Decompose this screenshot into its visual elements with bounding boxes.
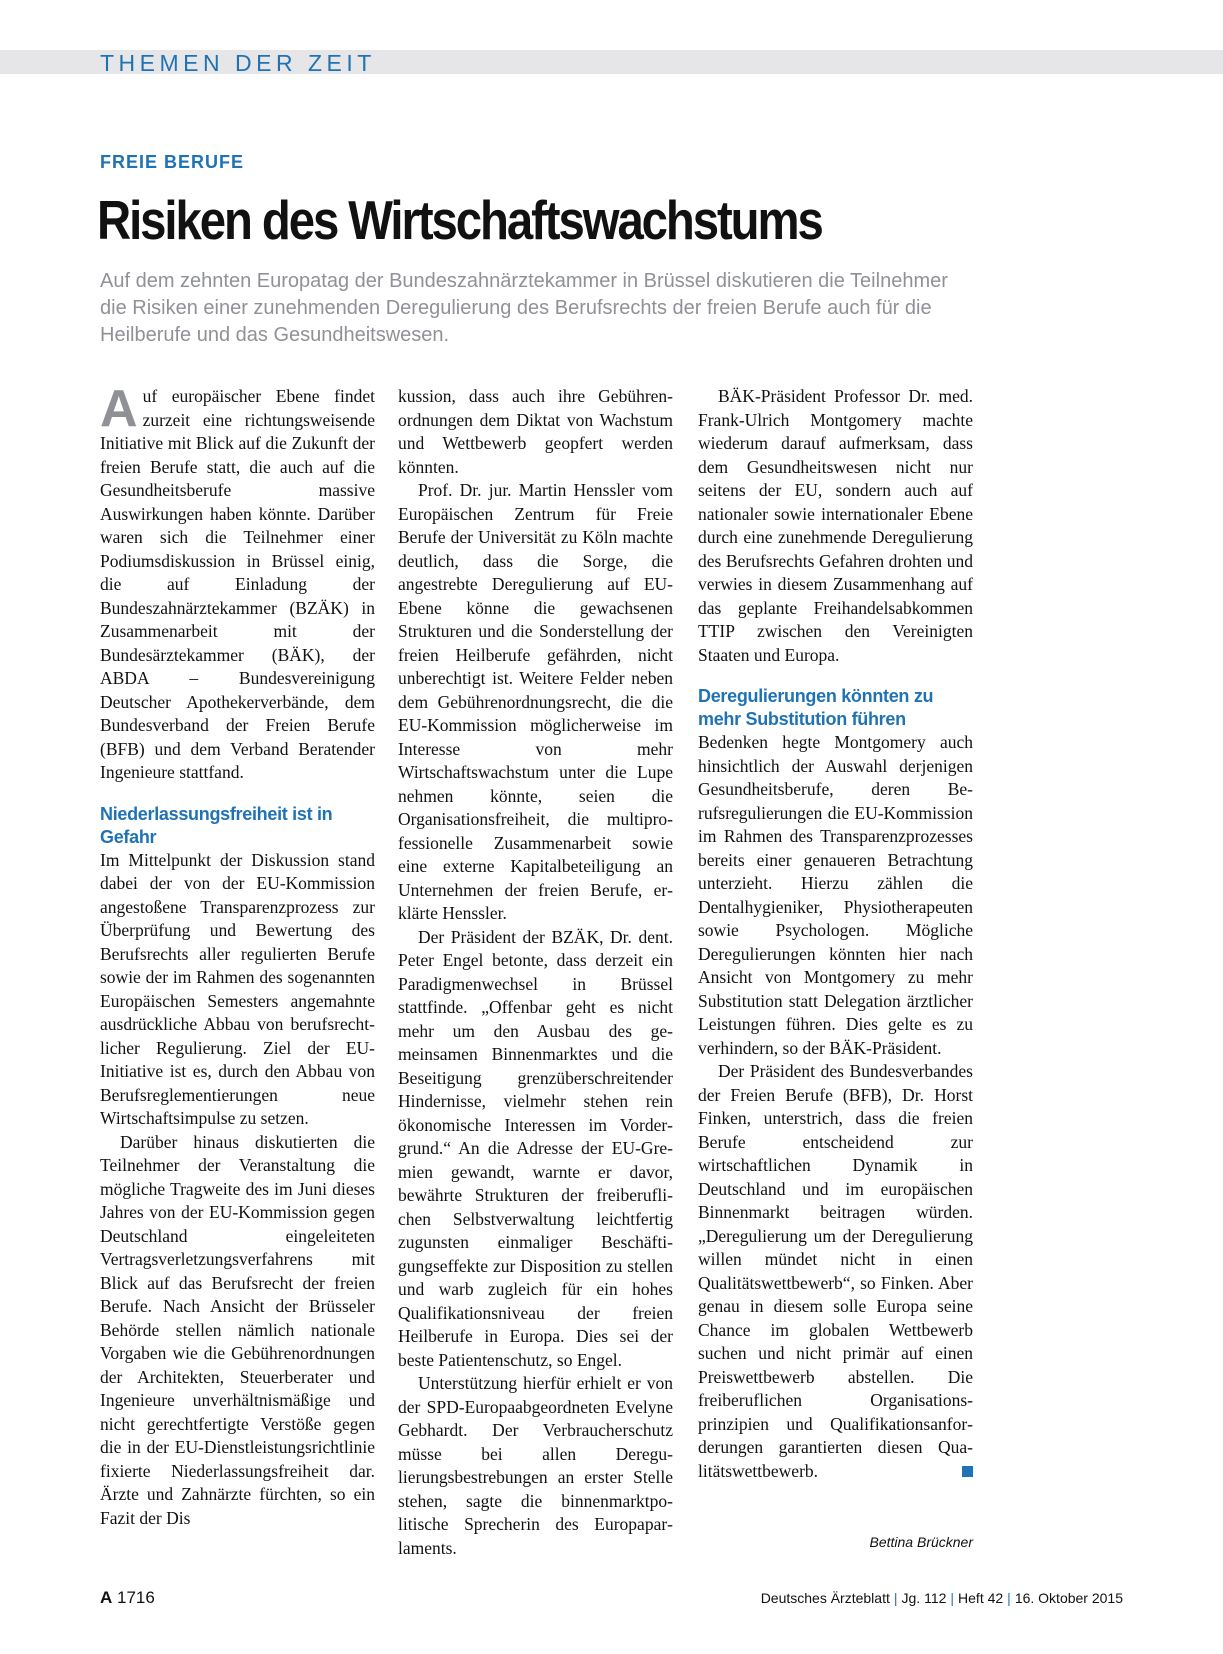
article-column-1 [100,380,375,1530]
journal-name: Deutsches Ärzteblatt [760,1590,890,1606]
journal-info [761,1590,1123,1606]
paragraph: Im Mittelpunkt der Diskussion stand dabei der von der EU-Kommission angestoßene Transparenzprozess zur Überprüfung und Bewertung des Berufsrechts aller regulierten Berufe sowie der im Rahmen des sogenannten Europäischen Semesters angemahnte ausdrückliche Abbau von berufsrechtlicher Regulierung. Ziel der EU-Initiative ist es, durch den Abbau von Berufsreglementierungen neue Wirtschaftsimpulse zu setzen. [100,849,375,1128]
separator: | [1007,1590,1011,1606]
subheading: Niederlassungsfreiheit ist in Gefahr [100,803,333,847]
paragraph-text: uf europäischer Ebene findet zurzeit eine richtungsweisende Initiative mit Blick auf die Zukunft der freien Berufe statt, die auch auf die Gesundheitsberufe massive Auswirkungen haben könnte. Darüber waren sich die Teilnehmer einer Podiumsdiskussion in Brüssel einig, die auf Einladung der Bundeszahnärztekammer (BZÄK) in Zusammenarbeit mit der Bundesärztekammer (BÄK), der ABDA – Bundesvereinigung Deutscher Apothekerverbände, dem Bundesverband der Freien Berufe (BFB) und dem Verband Beratender Ingenieure stattfand. [100,386,375,782]
paragraph [698,1060,973,1483]
page-number-value: 1716 [117,1588,155,1607]
author-name: Bettina Brückner [869,1534,973,1550]
page-prefix: A [100,1588,113,1607]
journal-date: 16. Oktober 2015 [1014,1590,1123,1606]
paragraph: BÄK-Präsident Professor Dr. med. Frank-Ulrich Montgomery machte wiederum darauf aufmerksam, dass dem Gesundheitswesen nicht nur seitens der EU, sondern auch auf nationaler sowie internationaler Ebene durch eine zunehmende Deregulierung des Berufsrechts Gefahren drohten und verwies in diesem Zusammenhang auf das geplante Freihandelsabkommen TTIP zwischen den Vereinigten Staaten und Europa. [698,386,973,665]
paragraph: Bedenken hegte Montgomery auch hinsichtlich der Auswahl derjenigen Gesundheitsberufe, deren Berufsregulierungen die EU-Kommission im Rahmen des Transparenzprozesses bereits einer genaueren Betrachtung unterzieht. Hierzu zählen die Dentalhygieniker, Physiotherapeuten sowie Psychologen. Mögliche Deregulierungen könnten hier nach Ansicht von Montgomery zu mehr Substitution statt Delegation ärztlicher Leistungen führen. Dies gelte es zu verhindern, so der BÄK-Präsident. [698,732,973,1058]
article-column-2 [398,385,673,1560]
separator: | [950,1590,955,1606]
article-kicker: FREIE BERUFE [100,152,245,172]
paragraph: Darüber hinaus diskutierten die Teilnehmer der Veranstaltung die mögliche Tragweite des im Juni dieses Jahres von der EU-Kommission gegen Deutschland eingeleiteten Vertragsverletzungsverfahrens mit Blick auf das Berufsrecht der freien Berufe. Nach Ansicht der Brüsseler Behörde stellen nämlich nationale Vorgaben wie die Gebührenordnungen der Architekten, Steuerberater und Ingenieure unverhältnismäßige und nicht gerechtfertigte Verstöße gegen die in der EU-Dienstleistungsrichtlinie fixierte Niederlassungsfreiheit dar. Ärzte und Zahnärzte fürchten, so ein Fazit der Dis [100,1131,375,1528]
paragraph: Der Präsident der BZÄK, Dr. dent. Peter Engel betonte, dass derzeit ein Paradigmenwechsel in Brüssel stattfinde. „Offenbar geht es nicht mehr um den Ausbau des gemeinsamen Binnenmarktes und die Beseitigung grenzüberschreitender Hindernisse, vielmehr stehen rein ökonomische Interessen im Vordergrund.“ An die Adresse der EU-Gremien gewandt, warnte er davor, bewährte Strukturen der freiberuflichen Selbstverwaltung leichtfertig zugunsten einmaliger Beschäftigungseffekte zur Disposition zu stellen und warb zugleich für ein hohes Qualifikationsniveau der freien Heilberufe in Europa. Dies sei der beste Patientenschutz, so Engel. [398,926,673,1370]
journal-volume: Jg. 112 [901,1590,947,1606]
paragraph: Prof. Dr. jur. Martin Henssler vom Europäischen Zentrum für Freie Berufe der Universität zu Köln machte deutlich, dass die Sorge, die angestrebte Deregulierung auf EU-Ebene könne die gewachsenen Strukturen und die Sonderstellung der freien Heilberufe gefährden, nicht unberechtigt ist. Weitere Felder neben dem Gebührenordnungsrecht, die die EU-Kommission möglicherweise im Interesse von mehr Wirtschaftswachstum unter die Lupe nehmen könnte, seien die Organisationsfreiheit, die multiprofessionelle Zusammenarbeit sowie eine externe Kapitalbeteiligung an Unternehmen der freien Berufe, erklärte Henssler. [398,480,673,923]
page-number [100,1588,155,1608]
section-label: THEMEN DER ZEIT [100,50,376,76]
separator: | [893,1590,898,1606]
paragraph: kussion, dass auch ihre Gebührenordnungen dem Diktat von Wachstum und Wettbewerb geopfert werden könnten. [398,386,673,477]
journal-issue: Heft 42 [958,1590,1004,1606]
paragraph-text: Der Präsident des Bundesverbandes der Freien Berufe (BFB), Dr. Horst Finken, unterstrich, dass die freien Berufe entscheidend zur wirtschaftlichen Dynamik in Deutschland und im europäischen Binnenmarkt beitragen würden. „Deregulierung um der Deregulierung willen mündet nicht in einen Qualitätswettbewerb“, so Finken. Aber genau in diesem solle Europa seine Chance im globalen Wettbewerb suchen und nicht primär auf einen Preiswettbewerb abstellen. Die freiberuflichen Organisationsprinzipien und Qualifikationsanforderungen garantierten diesen Qualitätswettbewerb. [698,1061,973,1481]
article-column-3 [698,385,973,1483]
article-title: Risiken des Wirtschaftswachstums [97,189,822,251]
paragraph [100,380,375,785]
article-lead: Auf dem zehnten Europatag der Bundeszahnärztekammer in Brüssel diskutieren die Teilnehmer die Risiken einer zunehmenden Deregulierung des Berufsrechts der freien Berufe auch für die Heilberufe und das Gesundheitswesen. [100,270,948,346]
drop-cap: A [100,380,138,438]
paragraph: Unterstützung hierfür erhielt er von der SPD-Europaabgeordneten Evelyne Gebhardt. Der Verbraucherschutz müsse bei allen Deregulierungsbestrebungen an erster Stelle stehen, sagte die binnenmarktpolitische Sprecherin des Europaparlaments. [398,1373,673,1558]
subheading: Deregulierungen könnten zu mehr Substitution führen [698,686,934,729]
end-of-article-icon [962,1466,973,1477]
